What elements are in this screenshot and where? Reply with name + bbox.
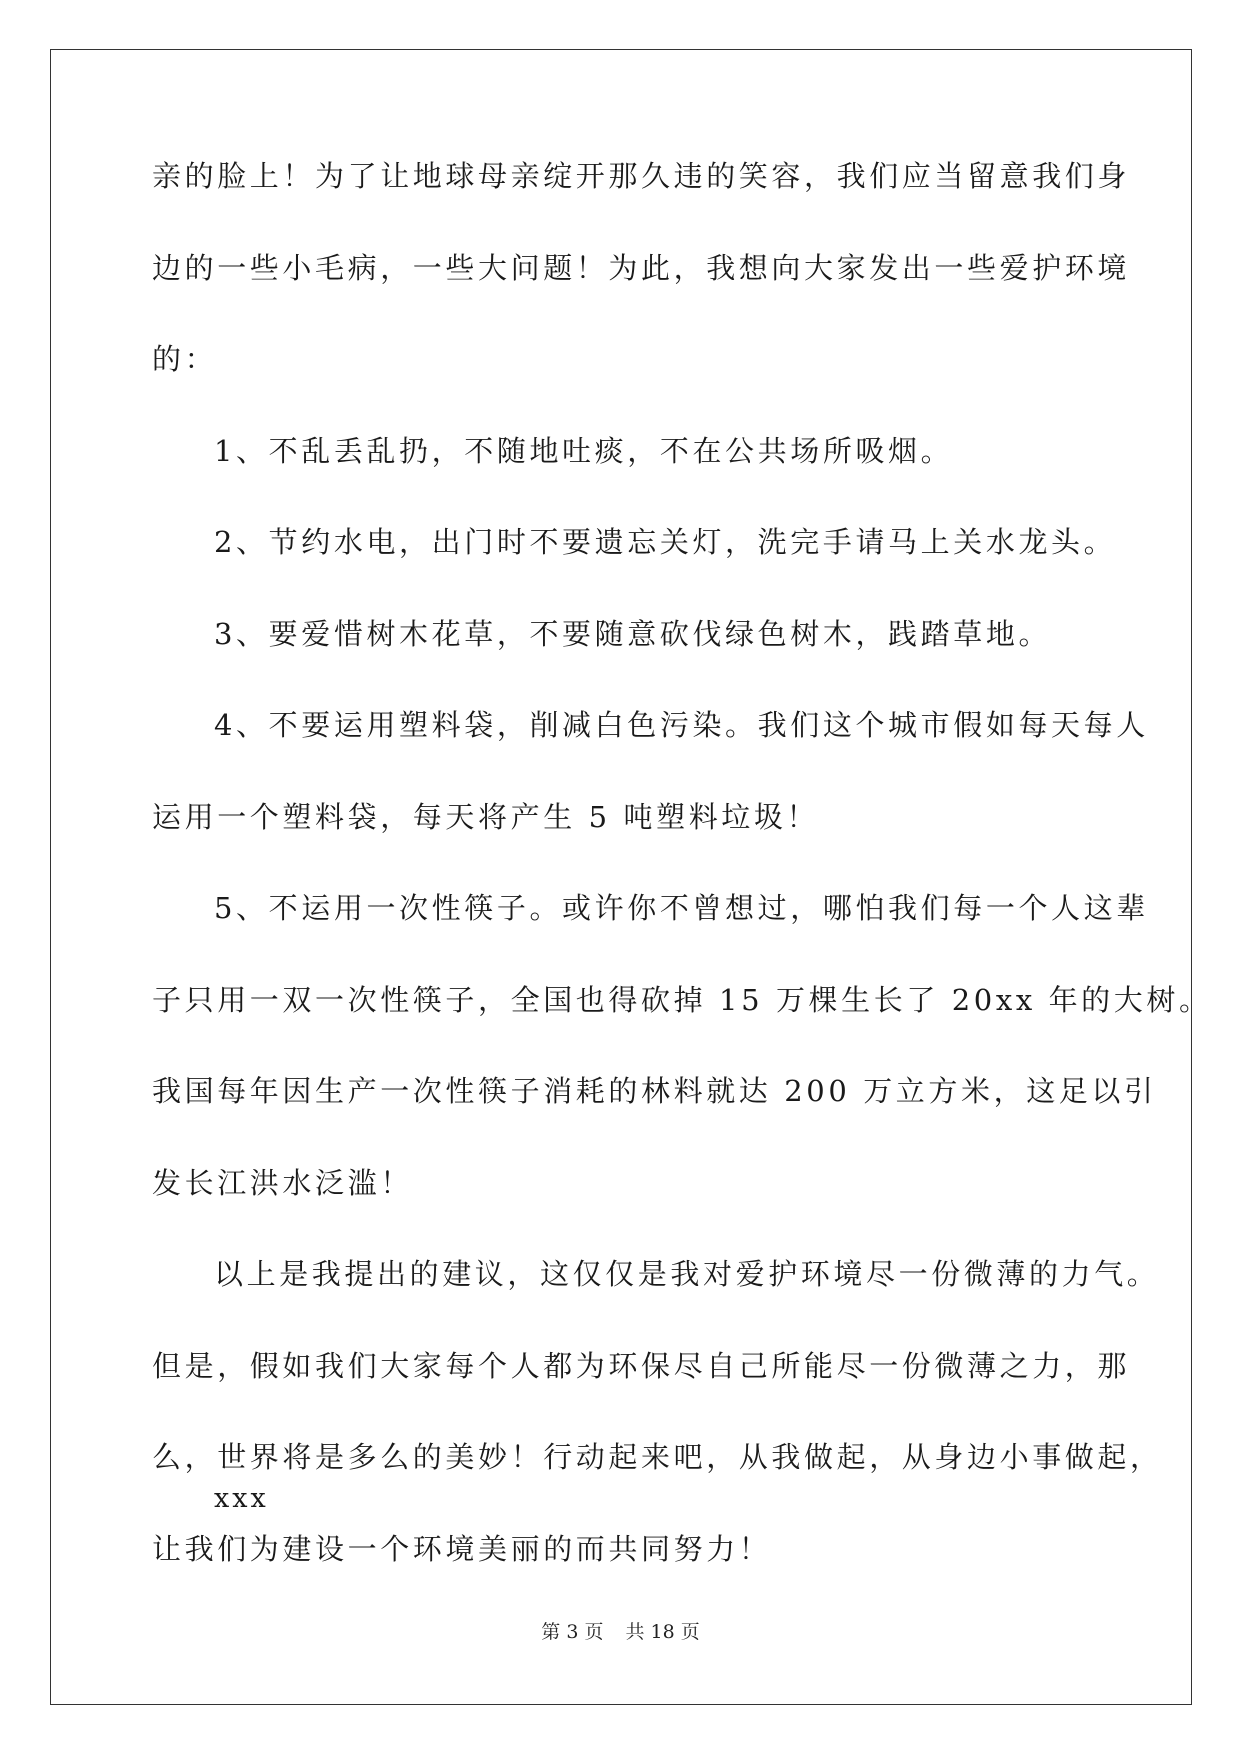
page-total: 共 18 页: [625, 1621, 700, 1643]
text-line: 么，世界将是多么的美妙！行动起来吧，从我做起，从身边小事做起，: [152, 1440, 1163, 1474]
text-line: 亲的脸上！为了让地球母亲绽开那久违的笑容，我们应当留意我们身: [152, 159, 1131, 193]
text-line: 的：: [152, 342, 218, 376]
text-line: 运用一个塑料袋，每天将产生 5 吨塑料垃圾！: [152, 799, 820, 834]
text-line: 边的一些小毛病，一些大问题！为此，我想向大家发出一些爱护环境: [152, 250, 1131, 285]
text-line: 但是，假如我们大家每个人都为环保尽自己所能尽一份微薄之力，那: [152, 1348, 1131, 1383]
text-line: 子只用一双一次性筷子，全国也得砍掉 15 万棵生长了 20xx 年的大树。: [152, 982, 1212, 1017]
list-item-5: 5、不运用一次性筷子。或许你不曾想过，哪怕我们每一个人这辈: [214, 891, 1149, 925]
text-line: 让我们为建设一个环境美丽的而共同努力！: [152, 1531, 772, 1566]
signature: xxx: [214, 1483, 269, 1514]
list-item-4: 4、不要运用塑料袋，削减白色污染。我们这个城市假如每天每人: [214, 708, 1149, 742]
document-body: [152, 159, 1212, 1624]
list-item-2: 2、节约水电，出门时不要遗忘关灯，洗完手请马上关水龙头。: [214, 525, 1117, 559]
page-footer: [0, 1620, 1241, 1644]
list-item-1: 1、不乱丢乱扔，不随地吐痰，不在公共场所吸烟。: [214, 433, 954, 468]
conclusion-paragraph: 以上是我提出的建议，这仅仅是我对爱护环境尽一份微薄的力气。: [214, 1257, 1160, 1291]
page-number: 第 3 页: [541, 1621, 604, 1643]
text-line: 发长江洪水泛滥！: [152, 1165, 413, 1200]
list-item-3: 3、要爱惜树木花草，不要随意砍伐绿色树木，践踏草地。: [214, 616, 1052, 651]
text-line: 我国每年因生产一次性筷子消耗的林料就达 200 万立方米，这足以引: [152, 1074, 1157, 1108]
